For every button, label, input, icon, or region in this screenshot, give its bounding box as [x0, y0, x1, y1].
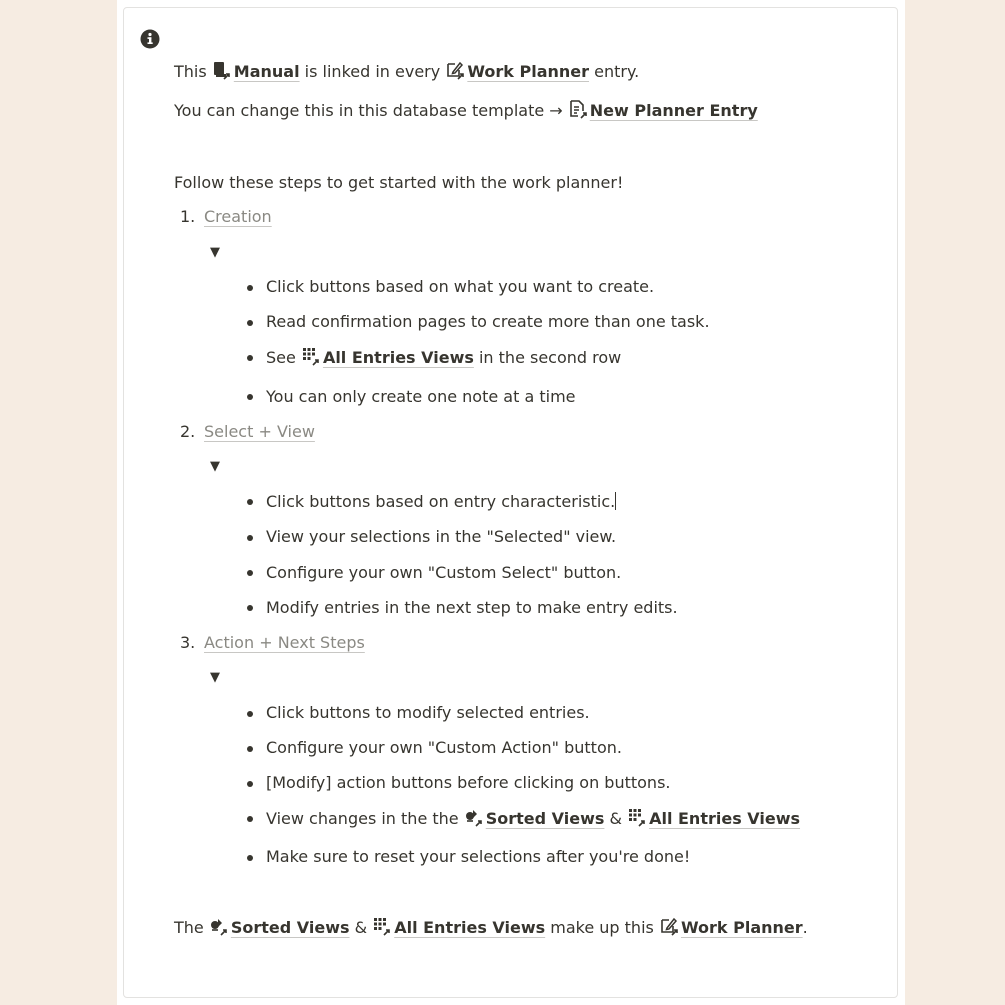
list-item: Make sure to reset your selections after you're done! — [266, 847, 691, 866]
creation-link[interactable]: Creation — [204, 207, 272, 226]
list-item: Click buttons based on what you want to create. — [266, 277, 655, 296]
toggle-action-next-steps[interactable]: ▼ — [210, 670, 220, 685]
list-item: [Modify] action buttons before clicking on buttons. — [266, 773, 671, 792]
bullet — [247, 394, 253, 400]
step-1-heading — [180, 206, 272, 228]
bullet — [247, 816, 253, 822]
list-item-text: in the second row — [478, 348, 622, 367]
bullet — [247, 355, 253, 361]
grid-link-icon — [301, 346, 321, 366]
bullet — [247, 499, 253, 505]
bullet — [247, 535, 253, 541]
step-number: 3. — [180, 633, 196, 652]
grid-link-icon — [372, 916, 392, 936]
sort-link-icon — [209, 916, 229, 936]
list-item: Configure your own "Custom Action" button. — [266, 738, 622, 757]
toggle-select-view[interactable]: ▼ — [210, 459, 220, 474]
list-item-text: View changes in the the — [266, 809, 459, 828]
edit-link-icon — [445, 60, 465, 80]
toggle-creation[interactable]: ▼ — [210, 245, 220, 260]
step-number: 2. — [180, 422, 196, 441]
step-2-heading — [180, 421, 315, 443]
list-item: View your selections in the "Selected" view. — [266, 527, 617, 546]
list-item: Configure your own "Custom Select" button. — [266, 563, 622, 582]
bullet — [247, 746, 253, 752]
work-planner-link[interactable]: Work Planner — [467, 62, 590, 81]
list-item-text: & — [609, 809, 622, 828]
new-planner-entry-link[interactable]: New Planner Entry — [589, 101, 758, 120]
bullet — [247, 781, 253, 787]
step-3-heading — [180, 632, 365, 654]
bullet — [247, 320, 253, 326]
list-item: Click buttons to modify selected entries. — [266, 703, 590, 722]
intro-text: entry. — [594, 62, 640, 81]
footer-text: make up this — [550, 918, 654, 937]
select-view-link[interactable]: Select + View — [204, 422, 315, 441]
edit-link-icon — [659, 916, 679, 936]
footer-text: The — [174, 918, 204, 937]
list-item — [266, 491, 616, 513]
bullet — [247, 711, 253, 717]
manual-link[interactable]: Manual — [233, 62, 300, 81]
intro-line-1 — [174, 60, 639, 83]
bullet — [247, 570, 253, 576]
footer-text: . — [802, 918, 808, 937]
all-entries-views-link[interactable]: All Entries Views — [394, 918, 546, 937]
book-link-icon — [212, 60, 232, 80]
bullet — [247, 285, 253, 291]
all-entries-views-link[interactable]: All Entries Views — [322, 348, 474, 367]
list-item: Read confirmation pages to create more than one task. — [266, 312, 710, 331]
all-entries-views-link[interactable]: All Entries Views — [649, 809, 801, 828]
sorted-views-link[interactable]: Sorted Views — [485, 809, 605, 828]
text-cursor — [615, 492, 616, 510]
list-item: Modify entries in the next step to make entry edits. — [266, 598, 678, 617]
list-item — [266, 346, 621, 369]
grid-link-icon — [627, 807, 647, 827]
bullet — [247, 855, 253, 861]
intro-text: is linked in every — [304, 62, 441, 81]
action-next-steps-link[interactable]: Action + Next Steps — [204, 633, 365, 652]
intro-text: This — [174, 62, 207, 81]
sort-link-icon — [464, 807, 484, 827]
list-item: You can only create one note at a time — [266, 387, 576, 406]
footer-text: & — [354, 918, 368, 937]
list-item-text: See — [266, 348, 296, 367]
list-item-text: Click buttons based on entry characteristic. — [266, 492, 616, 511]
document-link-icon — [568, 99, 588, 119]
bullet — [247, 605, 253, 611]
list-item — [266, 807, 800, 830]
info-icon — [140, 29, 160, 49]
step-number: 1. — [180, 207, 196, 226]
intro-text: You can change this in this database template → — [174, 101, 563, 120]
intro-line-3: Follow these steps to get started with the work planner! — [174, 173, 624, 192]
work-planner-link[interactable]: Work Planner — [680, 918, 803, 937]
intro-line-2 — [174, 99, 758, 122]
footer-line — [174, 916, 808, 939]
sorted-views-link[interactable]: Sorted Views — [230, 918, 350, 937]
